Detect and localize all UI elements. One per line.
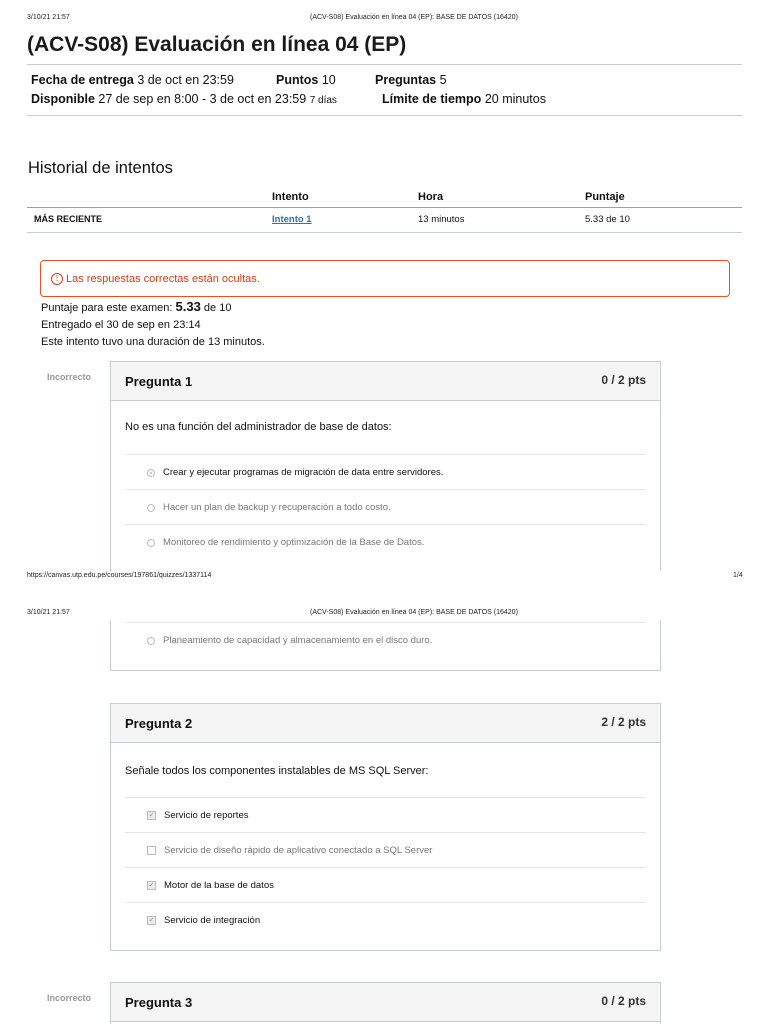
print-date: 3/10/21 21:57 <box>27 14 70 21</box>
questions-label: Preguntas <box>375 73 437 87</box>
time-limit-value: 20 minutos <box>484 92 546 106</box>
print-title: (ACV-S08) Evaluación en línea 04 (EP): BASE DE DATOS (16420) <box>310 14 518 21</box>
question-1-badge: Incorrecto <box>47 372 92 382</box>
answer-label: Crear y ejecutar programas de migración de data entre servidores. <box>163 467 444 478</box>
due-date <box>31 73 234 87</box>
question-3-card <box>110 982 661 1024</box>
answer-label: Hacer un plan de backup y recuperación a todo costo. <box>163 502 391 513</box>
question-2-card <box>110 703 661 951</box>
duration-line: Este intento tuvo una duración de 13 minutos. <box>41 336 265 348</box>
question-2-answer-2[interactable] <box>125 832 646 868</box>
history-title: Historial de intentos <box>28 159 173 177</box>
question-3-title: Pregunta 3 <box>125 995 193 1010</box>
hidden-answers-alert <box>40 260 730 297</box>
answer-label: Monitoreo de rendimiento y optimización de la Base de Datos. <box>163 537 425 548</box>
radio-icon[interactable] <box>147 539 155 547</box>
due-value: 3 de oct en 23:59 <box>137 73 234 87</box>
questions-count <box>375 73 447 87</box>
table-header-divider <box>27 207 742 208</box>
time-limit <box>382 92 546 106</box>
question-2-answer-4[interactable] <box>125 902 646 938</box>
available-label: Disponible <box>31 92 95 106</box>
question-1-answer-4[interactable] <box>125 622 646 658</box>
question-2-answer-3[interactable] <box>125 867 646 903</box>
available <box>31 92 337 106</box>
question-2-answer-1[interactable] <box>125 797 646 833</box>
question-2-header <box>111 704 660 743</box>
history-row-time: 13 minutos <box>418 214 465 225</box>
question-1-title: Pregunta 1 <box>125 374 193 389</box>
answer-label: Servicio de reportes <box>164 810 249 821</box>
question-1-points: 0 / 2 pts <box>601 373 646 387</box>
history-row-label: MÁS RECIENTE <box>34 214 103 224</box>
footer-page: 1/4 <box>733 572 743 579</box>
checkbox-checked-icon[interactable]: ✓ <box>148 882 155 889</box>
question-2-title: Pregunta 2 <box>125 716 193 731</box>
history-header-score: Puntaje <box>585 191 625 203</box>
score-line <box>41 299 231 314</box>
answer-label: Planeamiento de capacidad y almacenamiento en el disco duro. <box>163 635 433 646</box>
question-1-header <box>111 362 660 401</box>
question-1-card <box>110 361 661 571</box>
checkbox-icon[interactable] <box>147 846 156 855</box>
print-date: 3/10/21 21:57 <box>27 609 70 616</box>
score-suffix: de 10 <box>203 302 232 314</box>
attempt-link[interactable]: Intento 1 <box>272 214 312 225</box>
radio-selected-icon[interactable] <box>147 469 155 477</box>
footer-url: https://canvas.utp.edu.pe/courses/197861/quizzes/1337114 <box>27 572 212 579</box>
page-title: (ACV-S08) Evaluación en línea 04 (EP) <box>27 33 407 56</box>
question-1-text: No es una función del administrador de base de datos: <box>125 421 392 433</box>
print-title: (ACV-S08) Evaluación en línea 04 (EP): BASE DE DATOS (16420) <box>310 609 518 616</box>
history-row-score: 5.33 de 10 <box>585 214 630 225</box>
answer-label: Servicio de integración <box>164 915 261 926</box>
question-1-answer-2[interactable] <box>125 489 646 525</box>
available-value: 27 de sep en 8:00 - 3 de oct en 23:59 <box>98 92 307 106</box>
info-icon: ! <box>51 273 63 285</box>
time-limit-label: Límite de tiempo <box>382 92 482 106</box>
question-3-header <box>111 983 660 1022</box>
divider <box>27 64 742 65</box>
score-prefix: Puntaje para este examen: <box>41 302 173 314</box>
radio-icon[interactable] <box>147 637 155 645</box>
points <box>276 73 336 87</box>
points-value: 10 <box>321 73 336 87</box>
question-2-points: 2 / 2 pts <box>601 715 646 729</box>
submitted-line: Entregado el 30 de sep en 23:14 <box>41 319 201 331</box>
divider <box>27 115 742 116</box>
questions-value: 5 <box>439 73 447 87</box>
question-1-card-continued <box>110 620 661 671</box>
alert-text: Las respuestas correctas están ocultas. <box>66 272 260 285</box>
points-label: Puntos <box>276 73 319 87</box>
question-3-points: 0 / 2 pts <box>601 994 646 1008</box>
question-1-answer-1[interactable] <box>125 454 646 490</box>
radio-icon[interactable] <box>147 504 155 512</box>
checkbox-checked-icon[interactable]: ✓ <box>148 917 155 924</box>
score-value: 5.33 <box>175 299 201 314</box>
table-row-divider <box>27 232 742 233</box>
due-label: Fecha de entrega <box>31 73 134 87</box>
answer-label: Motor de la base de datos <box>164 880 274 891</box>
available-days: 7 días <box>309 95 337 106</box>
answer-label: Servicio de diseño rápido de aplicativo conectado a SQL Server <box>164 845 433 856</box>
checkbox-checked-icon[interactable]: ✓ <box>148 812 155 819</box>
history-header-attempt: Intento <box>272 191 309 203</box>
question-1-answer-3[interactable] <box>125 524 646 560</box>
question-3-badge: Incorrecto <box>47 993 92 1003</box>
history-header-time: Hora <box>418 191 444 203</box>
question-2-text: Señale todos los componentes instalables de MS SQL Server: <box>125 765 429 777</box>
